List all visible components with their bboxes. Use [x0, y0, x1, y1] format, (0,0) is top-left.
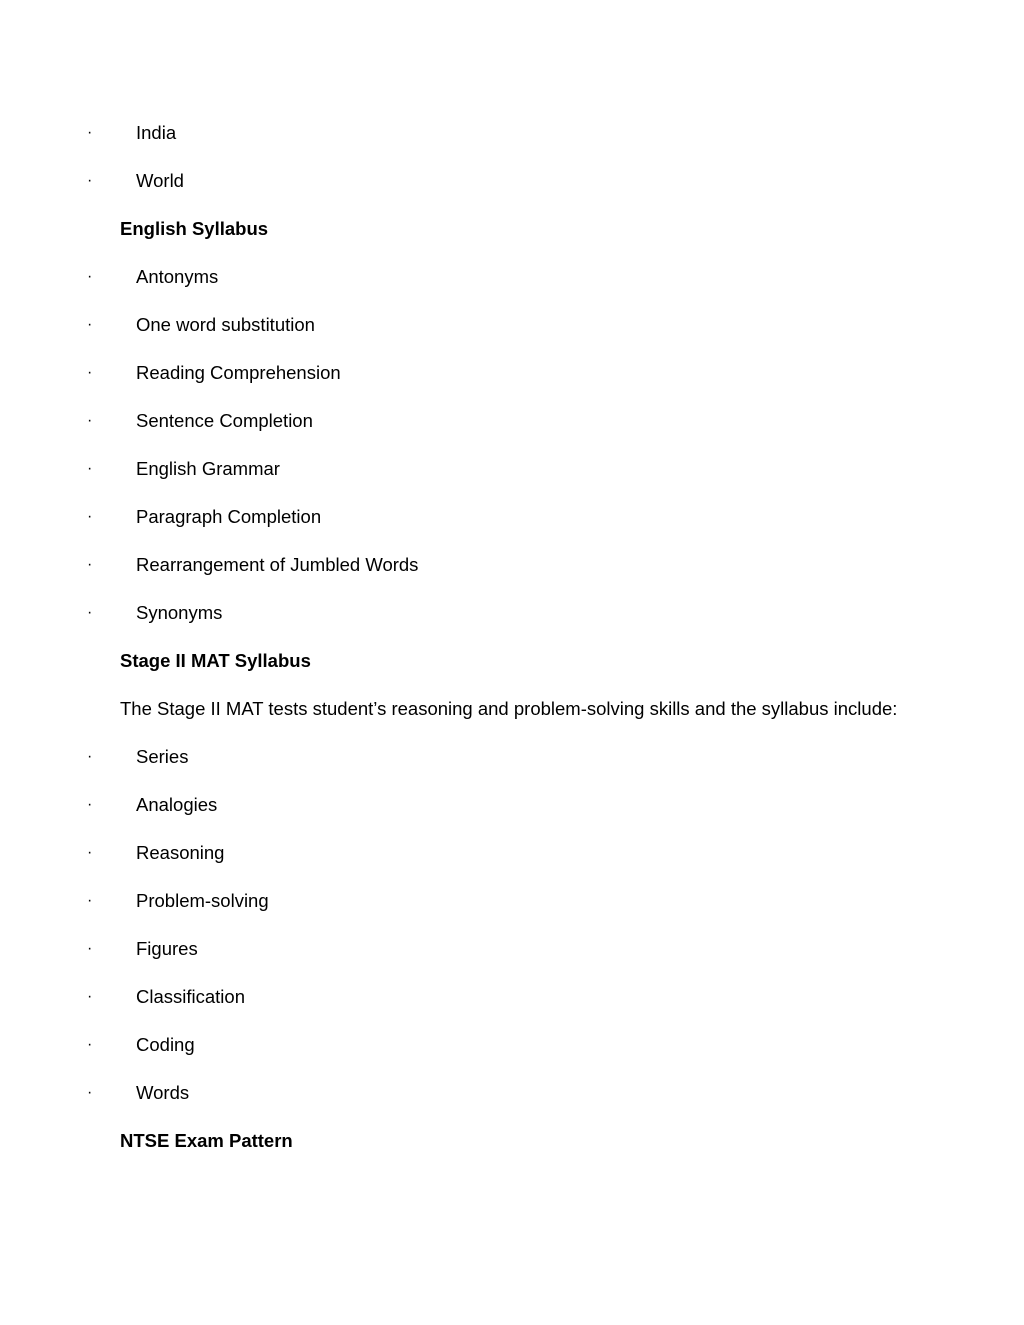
list-item-text: Reasoning: [136, 842, 225, 863]
list-item-text: Words: [136, 1082, 190, 1103]
list-item-text: English Grammar: [136, 458, 280, 479]
list-item-text: Classification: [136, 986, 245, 1007]
list-item-text: Rearrangement of Jumbled Words: [136, 554, 419, 575]
bullet-icon: ·: [87, 988, 93, 1005]
bullet-icon: ·: [87, 124, 93, 141]
list-item-text: India: [136, 122, 177, 143]
bullet-icon: ·: [87, 940, 93, 957]
bullet-icon: ·: [87, 796, 93, 813]
bullet-icon: ·: [87, 364, 93, 381]
bullet-icon: ·: [87, 844, 93, 861]
list-item-text: Synonyms: [136, 602, 223, 623]
list-item-text: Antonyms: [136, 266, 219, 287]
bullet-icon: ·: [87, 172, 93, 189]
list-item-text: Figures: [136, 938, 198, 959]
list-item-text: Problem-solving: [136, 890, 269, 911]
bullet-icon: ·: [87, 508, 93, 525]
list-item-text: World: [136, 170, 184, 191]
list-item-text: Series: [136, 746, 189, 767]
list-item-text: Paragraph Completion: [136, 506, 322, 527]
section-heading-mat: Stage II MAT Syllabus: [120, 650, 311, 671]
mat-intro-paragraph: The Stage II MAT tests student’s reasoning and problem-solving skills and the syllabus include:: [120, 698, 898, 719]
bullet-icon: ·: [87, 412, 93, 429]
list-item-text: Analogies: [136, 794, 218, 815]
list-item-text: One word substitution: [136, 314, 315, 335]
list-item-text: Reading Comprehension: [136, 362, 341, 383]
bullet-icon: ·: [87, 268, 93, 285]
bullet-icon: ·: [87, 604, 93, 621]
bullet-icon: ·: [87, 460, 93, 477]
bullet-icon: ·: [87, 556, 93, 573]
bullet-icon: ·: [87, 316, 93, 333]
list-item-text: Coding: [136, 1034, 195, 1055]
bullet-icon: ·: [87, 1084, 93, 1101]
section-heading-english: English Syllabus: [120, 218, 269, 239]
bullet-icon: ·: [87, 892, 93, 909]
bullet-icon: ·: [87, 748, 93, 765]
bullet-icon: ·: [87, 1036, 93, 1053]
section-heading-exam-pattern: NTSE Exam Pattern: [120, 1130, 293, 1151]
list-item-text: Sentence Completion: [136, 410, 313, 431]
